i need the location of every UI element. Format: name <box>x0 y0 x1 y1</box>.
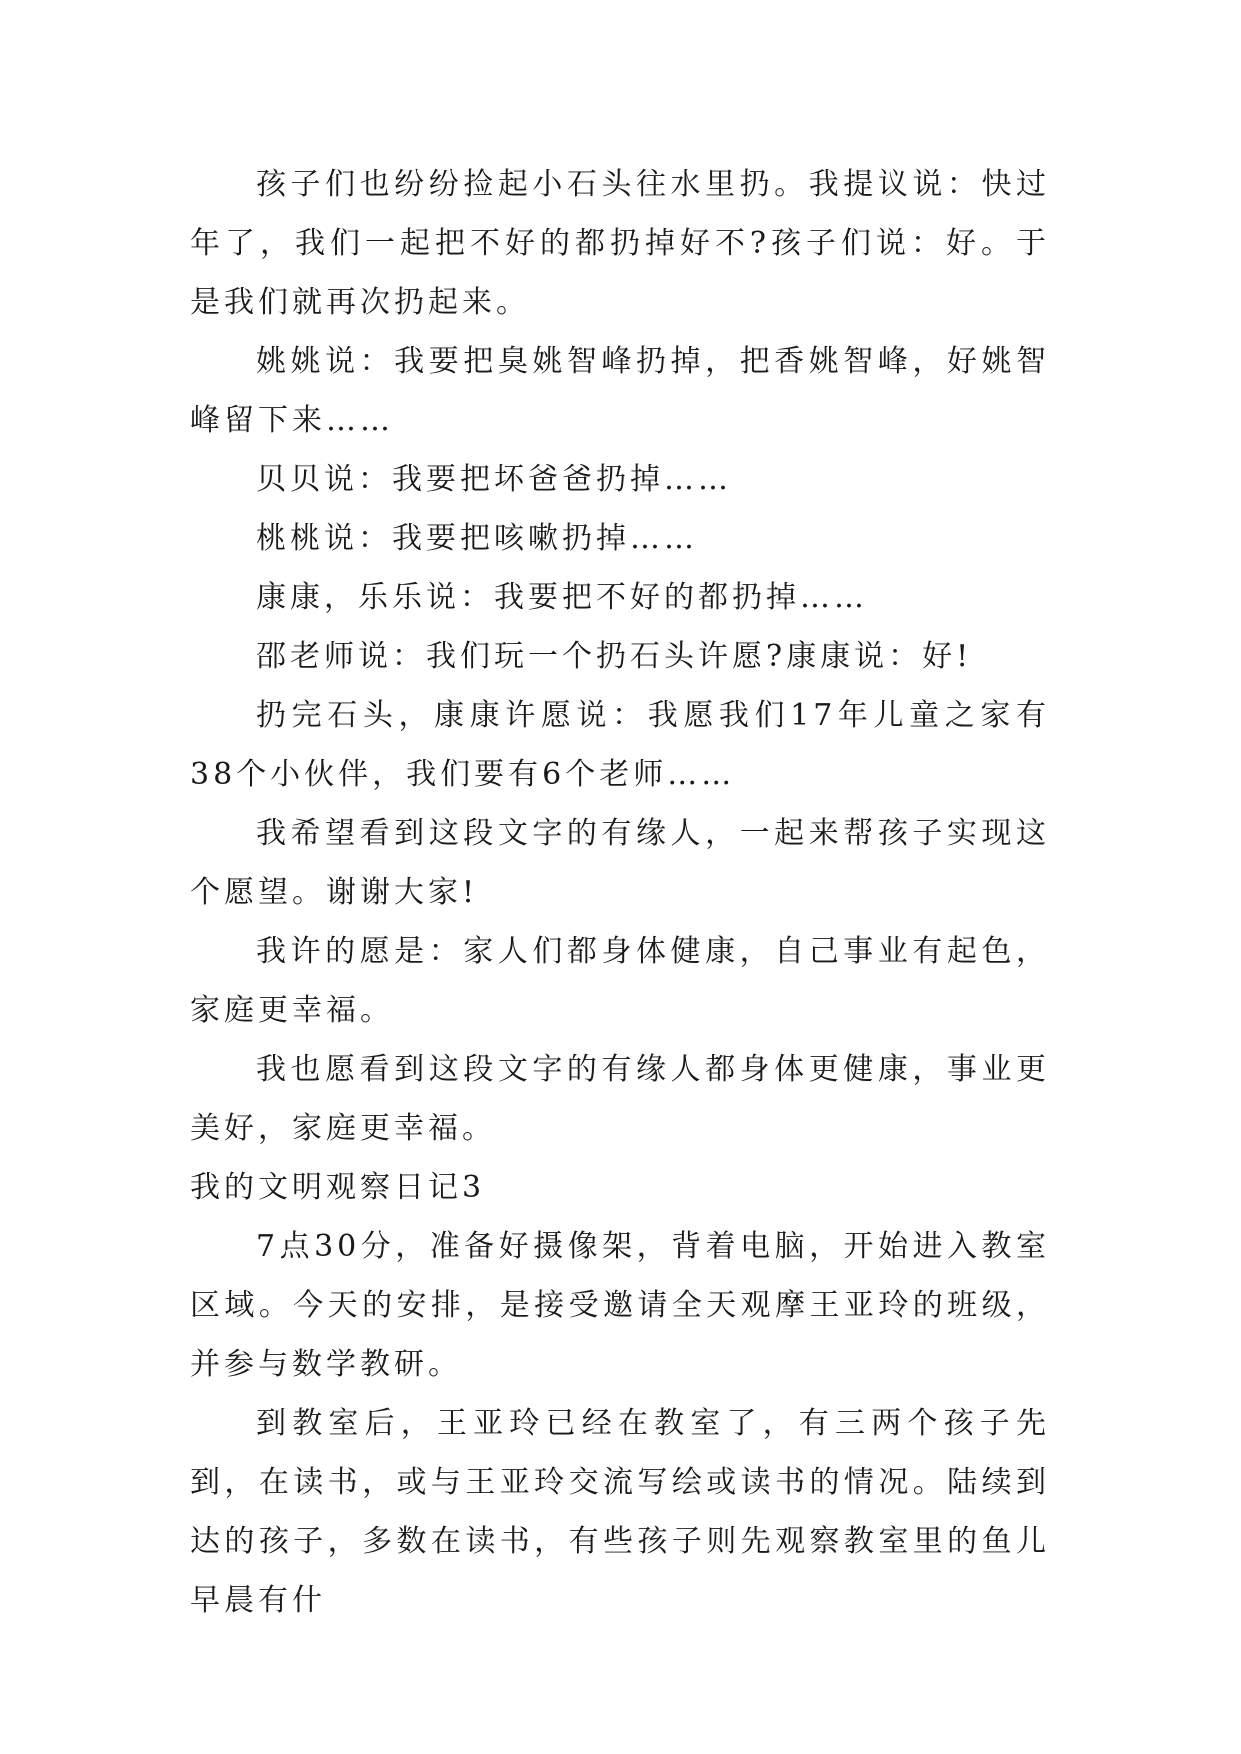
paragraph: 桃桃说：我要把咳嗽扔掉…… <box>256 521 698 556</box>
paragraph: 孩子们也纷纷捡起小石头往水里扔。我提议说：快过年了，我们一起把不好的都扔掉好不?孩子们说：好。于是我们就再次扔起来。 <box>190 167 1050 320</box>
paragraph: 我许的愿是：家人们都身体健康，自己事业有起色，家庭更幸福。 <box>190 934 1050 1028</box>
paragraph: 到教室后，王亚玲已经在教室了，有三两个孩子先到，在读书，或与王亚玲交流写绘或读书的情况。陆续到达的孩子，多数在读书，有些孩子则先观察教室里的鱼儿早晨有什 <box>190 1406 1050 1618</box>
paragraph: 邵老师说：我们玩一个扔石头许愿?康康说：好! <box>256 639 973 674</box>
paragraph: 我希望看到这段文字的有缘人，一起来帮孩子实现这个愿望。谢谢大家! <box>190 816 1050 910</box>
section-title: 我的文明观察日记3 <box>190 1170 486 1205</box>
document-body <box>190 155 1050 1630</box>
paragraph: 7点30分，准备好摄像架，背着电脑，开始进入教室区域。今天的安排，是接受邀请全天观摩王亚玲的班级，并参与数学教研。 <box>190 1229 1050 1382</box>
paragraph: 我也愿看到这段文字的有缘人都身体更健康，事业更美好，家庭更幸福。 <box>190 1052 1050 1146</box>
paragraph: 扔完石头，康康许愿说：我愿我们17年儿童之家有38个小伙伴，我们要有6个老师…… <box>190 698 1050 792</box>
paragraph: 康康，乐乐说：我要把不好的都扔掉…… <box>256 580 868 615</box>
paragraph: 姚姚说：我要把臭姚智峰扔掉，把香姚智峰，好姚智峰留下来…… <box>190 344 1050 438</box>
paragraph: 贝贝说：我要把坏爸爸扔掉…… <box>256 462 732 497</box>
